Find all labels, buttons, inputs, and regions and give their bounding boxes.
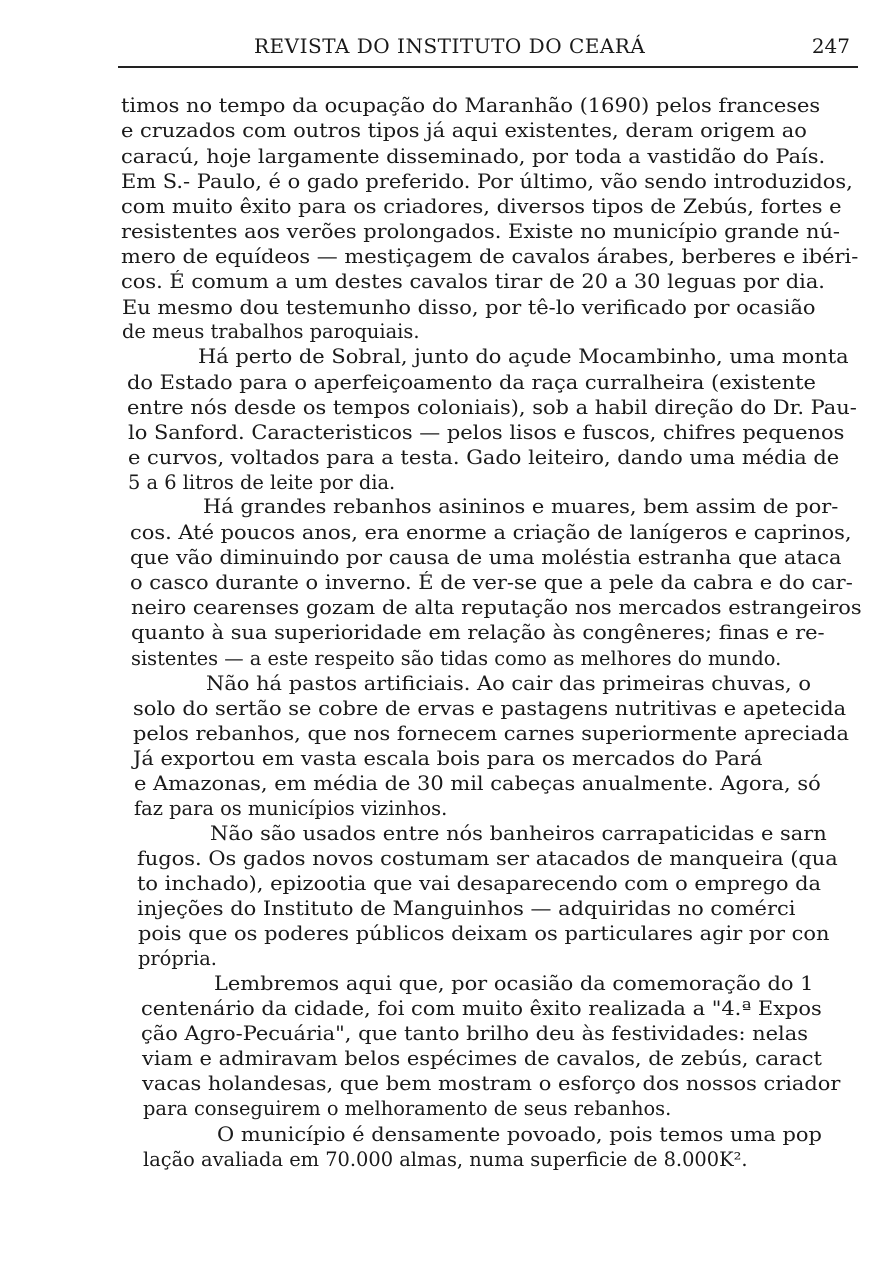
text-line: lo Sanford. Caracteristicos — pelos lisos e fuscos, chifres pequenos xyxy=(128,421,845,444)
page-number: 247 xyxy=(811,34,850,58)
text-line: o casco durante o inverno. É de ver-se que a pele da cabra e do car- xyxy=(130,571,853,594)
text-line: fugos. Os gados novos costumam ser atacados de manqueira (qua xyxy=(137,847,838,870)
text-line: injeções do Instituto de Manguinhos — adquiridas no comérci xyxy=(137,897,796,920)
text-line: solo do sertão se cobre de ervas e pastagens nutritivas e apetecida xyxy=(133,697,847,720)
text-line: Há grandes rebanhos asininos e muares, bem assim de por- xyxy=(203,495,839,518)
text-line: própria. xyxy=(138,947,217,970)
text-line: sistentes — a este respeito são tidas como as melhores do mundo. xyxy=(131,647,782,670)
text-line: do Estado para o aperfeiçoamento da raça curralheira (existente xyxy=(127,371,816,394)
text-line: e Amazonas, em média de 30 mil cabeças anualmente. Agora, só xyxy=(134,772,821,795)
text-line: Em S.- Paulo, é o gado preferido. Por último, vão sendo introduzidos, xyxy=(121,170,853,193)
text-line: com muito êxito para os criadores, diversos tipos de Zebús, fortes e xyxy=(121,195,842,218)
text-line: vacas holandesas, que bem mostram o esforço dos nossos criador xyxy=(142,1072,841,1095)
text-line: de meus trabalhos paroquiais. xyxy=(122,320,420,343)
text-line: lação avaliada em 70.000 almas, numa superficie de 8.000K². xyxy=(143,1148,748,1171)
text-line: resistentes aos verões prolongados. Existe no município grande nú- xyxy=(121,220,841,243)
text-line: 5 a 6 litros de leite por dia. xyxy=(128,471,396,494)
text-line: neiro cearenses gozam de alta reputação nos mercados estrangeiros xyxy=(131,596,862,619)
text-line: Já exportou em vasta escala bois para os mercados do Pará xyxy=(133,747,763,770)
text-line: e curvos, voltados para a testa. Gado leiteiro, dando uma média de xyxy=(128,446,840,469)
text-line: pois que os poderes públicos deixam os particulares agir por con xyxy=(138,922,830,945)
text-line: Há perto de Sobral, junto do açude Mocambinho, uma monta xyxy=(198,345,849,368)
text-line: e cruzados com outros tipos já aqui existentes, deram origem ao xyxy=(121,119,807,142)
running-header xyxy=(118,32,858,68)
text-line: cos. É comum a um destes cavalos tirar de 20 a 30 leguas por dia. xyxy=(121,270,825,293)
text-line: viam e admiravam belos espécimes de cavalos, de zebús, caract xyxy=(142,1047,822,1070)
text-line: que vão diminuindo por causa de uma moléstia estranha que ataca xyxy=(130,546,842,569)
text-line: Eu mesmo dou testemunho disso, por tê-lo verificado por ocasião xyxy=(122,296,816,319)
text-line: ção Agro-Pecuária", que tanto brilho deu às festividades: nelas xyxy=(141,1022,809,1045)
text-line: entre nós desde os tempos coloniais), sob a habil direção do Dr. Pau- xyxy=(127,396,857,419)
text-line: O município é densamente povoado, pois temos uma pop xyxy=(217,1123,822,1146)
text-line: para conseguirem o melhoramento de seus rebanhos. xyxy=(143,1097,672,1120)
text-line: centenário da cidade, foi com muito êxito realizada a "4.ª Expos xyxy=(141,997,822,1020)
text-line: caracú, hoje largamente disseminado, por toda a vastidão do País. xyxy=(121,145,826,168)
running-title: REVISTA DO INSTITUTO DO CEARÁ xyxy=(254,34,646,58)
text-line: quanto à sua superioridade em relação às congêneres; finas e re- xyxy=(131,621,825,644)
text-line: timos no tempo da ocupação do Maranhão (1690) pelos franceses xyxy=(121,94,821,117)
text-line: faz para os municípios vizinhos. xyxy=(134,797,448,820)
text-line: cos. Até poucos anos, era enorme a criação de lanígeros e caprinos, xyxy=(130,521,852,544)
text-line: Não são usados entre nós banheiros carrapaticidas e sarn xyxy=(210,822,827,845)
text-line: Não há pastos artificiais. Ao cair das primeiras chuvas, o xyxy=(206,672,811,695)
text-line: pelos rebanhos, que nos fornecem carnes superiormente apreciada xyxy=(133,722,849,745)
text-line: mero de equídeos — mestiçagem de cavalos árabes, berberes e ibéri- xyxy=(121,245,859,268)
text-line: Lembremos aqui que, por ocasião da comemoração do 1 xyxy=(214,972,814,995)
text-line: to inchado), epizootia que vai desaparecendo com o emprego da xyxy=(137,872,822,895)
